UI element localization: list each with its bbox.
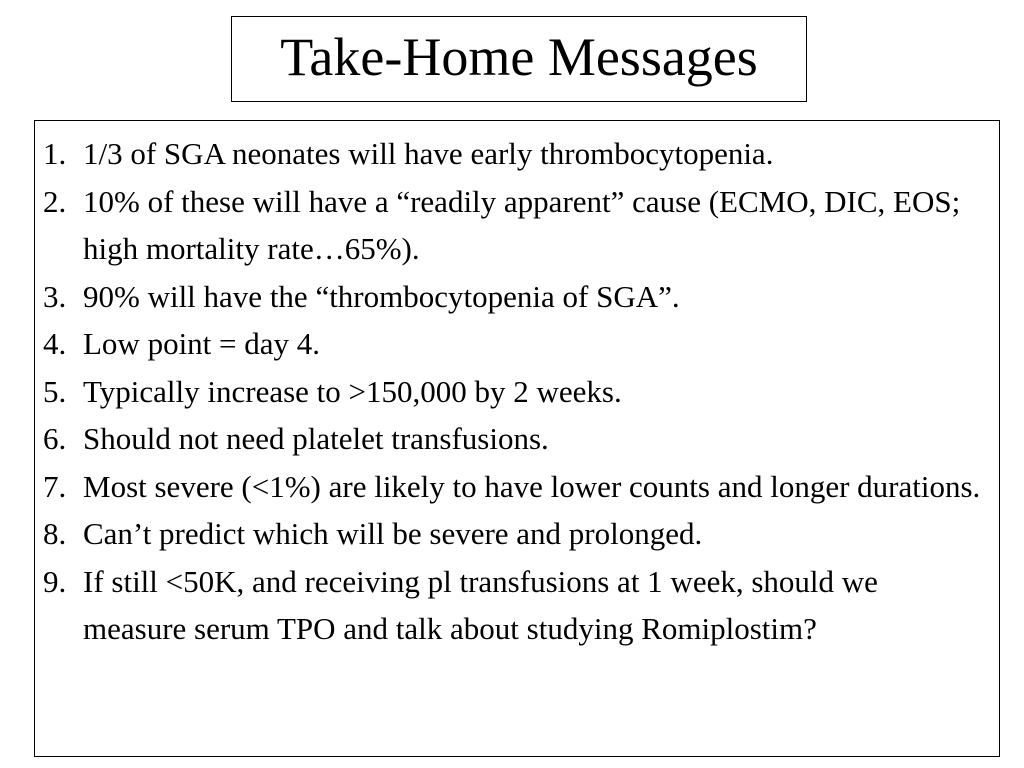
message-item-7	[43, 463, 988, 511]
message-number: 7.	[43, 468, 67, 504]
message-number: 6.	[43, 421, 67, 456]
message-text: Can’t predict which will be severe and prolonged.	[83, 516, 703, 551]
message-text: Typically increase to >150,000 by 2 weeks.	[83, 373, 622, 409]
message-item-9	[43, 558, 988, 653]
slide-title: Take-Home Messages	[280, 27, 758, 87]
message-number: 1.	[43, 136, 67, 171]
message-number: 9.	[43, 563, 67, 599]
message-number: 8.	[43, 516, 67, 551]
message-text: Most severe (<1%) are likely to have lower counts and longer durations.	[83, 468, 981, 504]
message-text: Should not need platelet transfusions.	[83, 421, 549, 456]
message-text: 1/3 of SGA neonates will have early thrombocytopenia.	[83, 136, 774, 171]
message-number: 5.	[43, 373, 67, 409]
messages-list	[43, 130, 988, 653]
message-item-3	[43, 273, 988, 321]
message-item-4	[43, 320, 988, 368]
message-item-5	[43, 368, 988, 416]
message-number: 4.	[43, 326, 67, 361]
message-item-1	[43, 130, 988, 178]
message-number: 2.	[43, 183, 67, 219]
message-text: Low point = day 4.	[83, 326, 321, 361]
message-text: 90% will have the “thrombocytopenia of SGA”.	[83, 278, 680, 314]
message-item-8	[43, 510, 988, 558]
message-text: If still <50K, and receiving pl transfusions at 1 week, should we measure serum TPO and talk about studying Romiplostim?	[83, 563, 878, 646]
message-text: 10% of these will have a “readily apparent” cause (ECMO, DIC, EOS; high mortality rate…65%).	[83, 183, 961, 266]
message-item-2	[43, 178, 988, 273]
message-number: 3.	[43, 278, 67, 314]
title-box	[231, 16, 807, 102]
message-item-6	[43, 415, 988, 463]
messages-box	[34, 120, 1000, 757]
